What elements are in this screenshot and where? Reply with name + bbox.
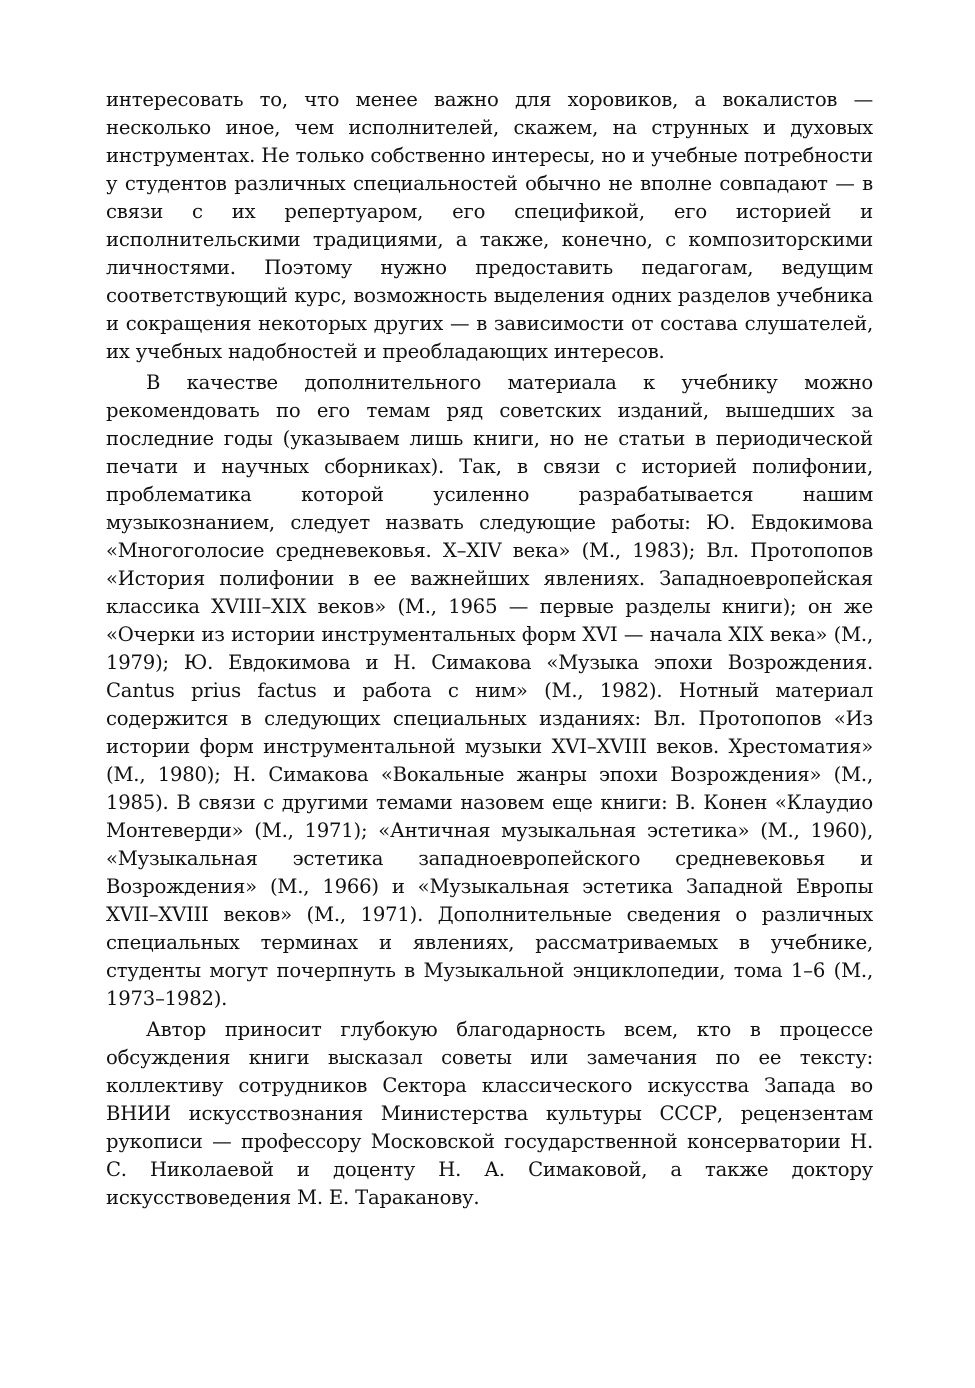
- paragraph-additional-materials: В качестве дополнительного материала к учебнику можно рекомендовать по его темам ряд советских изданий, вышедших за последние годы (указываем лишь книги, но не статьи в периодической печати и научных сборниках). Так, в связи с историей полифонии, проблематика которой усиленно разрабатывается нашим музыкознанием, следует назвать следующие работы: Ю. Евдокимова «Многоголосие средневековья. X–XIV века» (М., 1983); Вл. Протопопов «История полифонии в ее важнейших явлениях. Западноевропейская классика XVIII–XIX веков» (М., 1965 — первые разделы книги); он же «Очерки из истории инструментальных форм XVI — начала XIX века» (М., 1979); Ю. Евдокимова и Н. Симакова «Музыка эпохи Возрождения. Cantus prius factus и работа с ним» (М., 1982). Нотный материал содержится в следующих специальных изданиях: Вл. Протопопов «Из истории форм инструментальной музыки XVI–XVIII веков. Хрестоматия» (М., 1980); Н. Симакова «Вокальные жанры эпохи Возрождения» (М., 1985). В связи с другими темами назовем еще книги: В. Конен «Клаудио Монтеверди» (М., 1971); «Античная музыкальная эстетика» (М., 1960), «Музыкальная эстетика западноевропейского средневековья и Возрождения» (М., 1966) и «Музыкальная эстетика Западной Европы XVII–XVIII веков» (М., 1971). Дополнительные сведения о различных специальных терминах и явлениях, рассматриваемых в учебнике, студенты могут почерпнуть в Музыкальной энциклопедии, тома 1–6 (М., 1973–1982).: [106, 371, 873, 1010]
- document-page: [106, 86, 873, 1212]
- paragraph-continuation: интересовать то, что менее важно для хоровиков, а вокалистов — несколько иное, чем исполнителей, скажем, на струнных и духовых инструментах. Не только собственно интересы, но и учебные потребности у студентов различных специальностей обычно не вполне совпадают — в связи с их репертуаром, его спецификой, его историей и исполнительскими традициями, а также, конечно, с композиторскими личностями. Поэтому нужно предоставить педагогам, ведущим соответствующий курс, возможность выделения одних разделов учебника и сокращения некоторых других — в зависимости от состава слушателей, их учебных надобностей и преобладающих интересов.: [106, 88, 873, 363]
- paragraph-acknowledgements: Автор приносит глубокую благодарность всем, кто в процессе обсуждения книги высказал советы или замечания по ее тексту: коллективу сотрудников Сектора классического искусства Запада во ВНИИ искусствознания Министерства культуры СССР, рецензентам рукописи — профессору Московской государственной консерватории Н. С. Николаевой и доценту Н. А. Симаковой, а также доктору искусствоведения М. Е. Тараканову.: [106, 1018, 873, 1209]
